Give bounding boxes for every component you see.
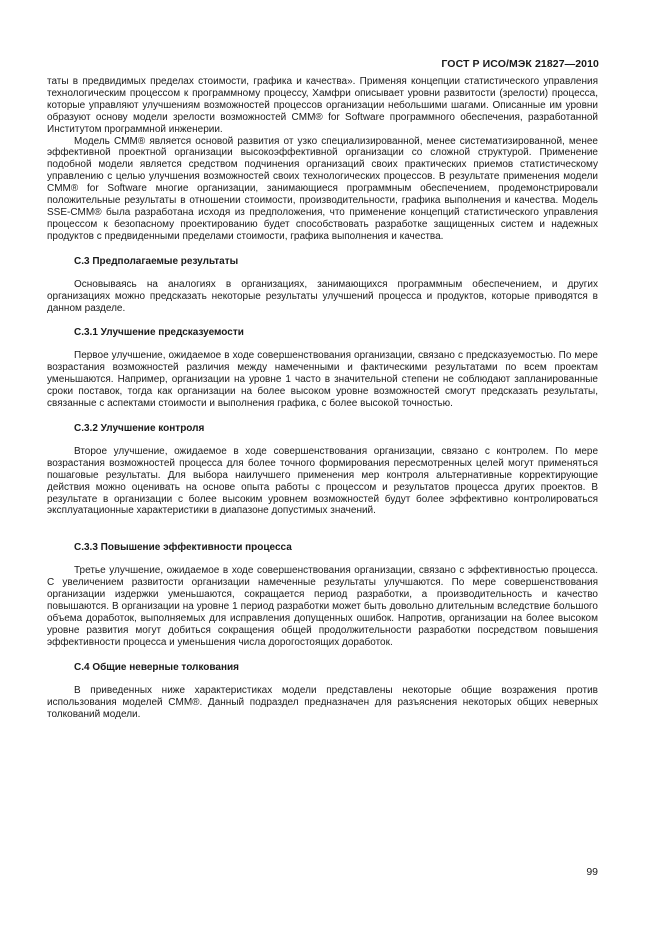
section-heading: С.3.3 Повышение эффективности процесса [74,542,292,554]
paragraph: Модель CMM® является основой развития от узко специализированной, менее систематизированной, менее эффективной проектной организации высокоэффективной организации со сложной структурой. Применение подобной модели является средством подчинения организаций своих практических приемов статистическому управлению с целью улучшения возможностей своих технологических процессов. В результате применения модели CMM® for Software многие организации, занимающиеся программным обеспечением, продемонстрировали положительные результаты в отношении стоимости, производительности, графика выполнения и качества. Модель SSE-CMM® была разработана исходя из предположения, что применение концепций статистического управления процессом к безопасному проектированию будет способствовать разработке защищенных систем и надежных продуктов с предвиденными пределами стоимости, графика выполнения и качества. [47,135,598,242]
paragraph: В приведенных ниже характеристиках модели представлены некоторые общие возражения против использования моделей CMM®. Данный подраздел предназначен для разъяснения некоторых общих неверных толкований модели. [47,684,598,720]
section-heading: С.3.1 Улучшение предсказуемости [74,327,244,339]
document-body [47,76,598,720]
section-heading: С.4 Общие неверные толкования [74,661,239,673]
paragraph: Второе улучшение, ожидаемое в ходе совершенствования организации, связано с контролем. По мере возрастания возможностей процесса для более точного формирования пересмотренных целей могут применяться пошаговые результаты. Для выбора наилучшего применения мер контроля альтернативные корректирующие действия можно оценивать на основе опыта работы с процессом и результатов процесса других проектов. В результате в организации с более высоким уровнем возможностей будут более эффективно контролироваться эксплуатационные характеристики в диапазоне допустимых значений. [47,445,598,517]
paragraph: Первое улучшение, ожидаемое в ходе совершенствования организации, связано с предсказуемостью. По мере возрастания возможностей различия между намеченными и фактическими результатами по всем проектам уменьшаются. Например, организации на уровне 1 часто в значительной степени не соблюдают запланированные сроки поставок, тогда как организации на более высоком уровне возможностей смогут предсказать результаты, связанные с аспектами стоимости и выполнения графика, с более высокой точностью. [47,350,598,410]
paragraph: Третье улучшение, ожидаемое в ходе совершенствования организации, связано с эффективностью процесса. С увеличением развитости организации намеченные результаты улучшаются. По мере совершенствования организации издержки уменьшаются, сокращается период разработки, а производительность и качество повышаются. В организации на уровне 1 период разработки может быть довольно длительным вследствие большого объема доработок, выполняемых для исправления допущенных ошибок. Напротив, организации на более высоком уровне развития могут добиться сокращения общей продолжительности разработки посредством повышения эффективности процесса и уменьшения числа дорогостоящих доработок. [47,565,598,648]
document-header: ГОСТ Р ИСО/МЭК 21827—2010 [441,58,599,70]
section-heading: С.3.2 Улучшение контроля [74,422,205,434]
paragraph: Основываясь на аналогиях в организациях, занимающихся программным обеспечением, и других организациях можно предсказать некоторые результаты улучшений процесса и продуктов, которые приводятся в данном разделе. [47,278,598,314]
page-number: 99 [586,866,598,878]
section-heading: С.3 Предполагаемые результаты [74,255,239,267]
paragraph: таты в предвидимых пределах стоимости, графика и качества». Применяя концепции статистического управления технологическим процессом к программному процессу, Хамфри описывает уровни развитости (зрелости) процесса, которые управляют улучшениям возможностей процессов организации небольшими шагами. Описанные им уровни образуют основу модели зрелости возможностей CMM® for Software программного обеспечения, разработанной Институтом программной инженерии. [47,76,598,135]
